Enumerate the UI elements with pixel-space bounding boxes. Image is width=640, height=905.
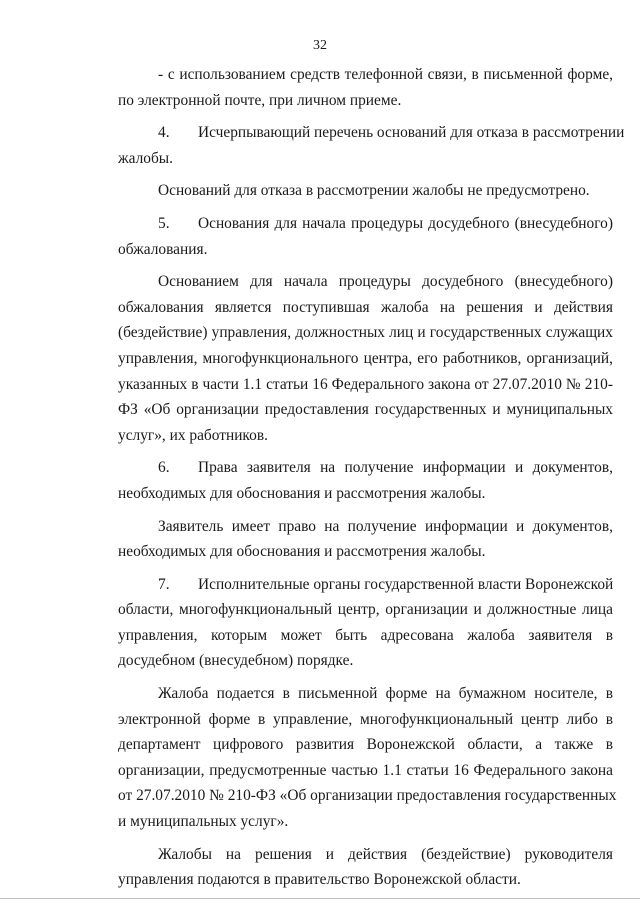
text-line: Основанием для начала процедуры досудебного (внесудебного) — [158, 273, 613, 291]
text-line: Оснований для отказа в рассмотрении жалобы не предусмотрено. — [158, 182, 590, 200]
section-heading-4 — [118, 120, 625, 171]
text-line: электронной форме в управление, многофункциональный центр либо в — [118, 710, 613, 728]
section-heading-5 — [118, 211, 613, 262]
text-line: - с использованием средств телефонной связи, в письменной форме, — [158, 66, 613, 83]
text-line: от 27.07.2010 № 210-ФЗ «Об организации предоставления государственных — [118, 787, 617, 805]
text-line: Заявитель имеет право на получение информации и документов, — [158, 517, 613, 535]
text-line: департамент цифрового развития Воронежской области, а также в — [118, 736, 613, 754]
text-line: обжалования является поступившая жалоба на решения и действия — [118, 298, 613, 316]
text-line: по электронной почте, при личном приеме. — [118, 91, 402, 109]
text-line: Жалоба подается в письменной форме на бумажном носителе, в — [158, 685, 613, 703]
paragraph-head-complaints — [118, 842, 613, 893]
text-line: управления подаются в правительство Воронежской области. — [118, 871, 521, 889]
text-line — [118, 211, 613, 237]
paragraph-appeal-basis — [118, 269, 613, 448]
text-line: организации, предусмотренные частью 1.1 статьи 16 Федерального закона — [118, 761, 613, 779]
document-body — [118, 62, 625, 893]
text-line — [118, 455, 613, 481]
text-line: ФЗ «Об организации предоставления государственных и муниципальных — [118, 401, 613, 419]
section-number: 4. — [158, 124, 170, 142]
section-heading-7 — [118, 572, 613, 674]
section-number: 7. — [158, 575, 170, 593]
paragraph-communication-methods — [118, 62, 613, 113]
heading-text: Исчерпывающий перечень оснований для отказа в рассмотрении — [198, 124, 625, 142]
text-line: управления, которым может быть адресована жалоба заявителя в — [118, 626, 613, 644]
paragraph-applicant-rights — [118, 514, 613, 565]
heading-text: Основания для начала процедуры досудебного (внесудебного) — [198, 214, 613, 232]
text-line: Жалобы на решения и действия (бездействие) руководителя — [158, 845, 613, 863]
text-line: необходимых для обоснования и рассмотрения жалобы. — [118, 484, 486, 502]
heading-text: Исполнительные органы государственной власти Воронежской — [198, 575, 614, 593]
page-number: 32 — [313, 38, 327, 53]
text-line: указанных в части 1.1 статьи 16 Федерального закона от 27.07.2010 № 210- — [118, 375, 613, 393]
text-line: жалобы. — [118, 149, 173, 167]
paragraph-no-refusal-grounds — [118, 178, 613, 204]
text-line: и муниципальных услуг». — [118, 813, 289, 831]
text-line — [118, 120, 625, 146]
section-number: 6. — [158, 459, 170, 477]
paragraph-complaint-submission — [118, 681, 617, 835]
text-line: необходимых для обоснования и рассмотрения жалобы. — [118, 543, 486, 561]
section-heading-6 — [118, 455, 613, 506]
text-line: обжалования. — [118, 240, 208, 258]
section-number: 5. — [158, 214, 170, 232]
page-bottom-edge — [0, 898, 640, 899]
text-line: услуг», их работников. — [118, 426, 268, 444]
heading-text: Права заявителя на получение информации и документов, — [198, 459, 613, 477]
text-line — [118, 572, 613, 598]
text-line: управления, многофункционального центра, его работников, организаций, — [118, 349, 613, 367]
text-line: (бездействие) управления, должностных лиц и государственных служащих — [118, 324, 613, 342]
text-line: досудебном (внесудебном) порядке. — [118, 652, 354, 670]
text-line: области, многофункциональный центр, организации и должностные лица — [118, 601, 613, 619]
